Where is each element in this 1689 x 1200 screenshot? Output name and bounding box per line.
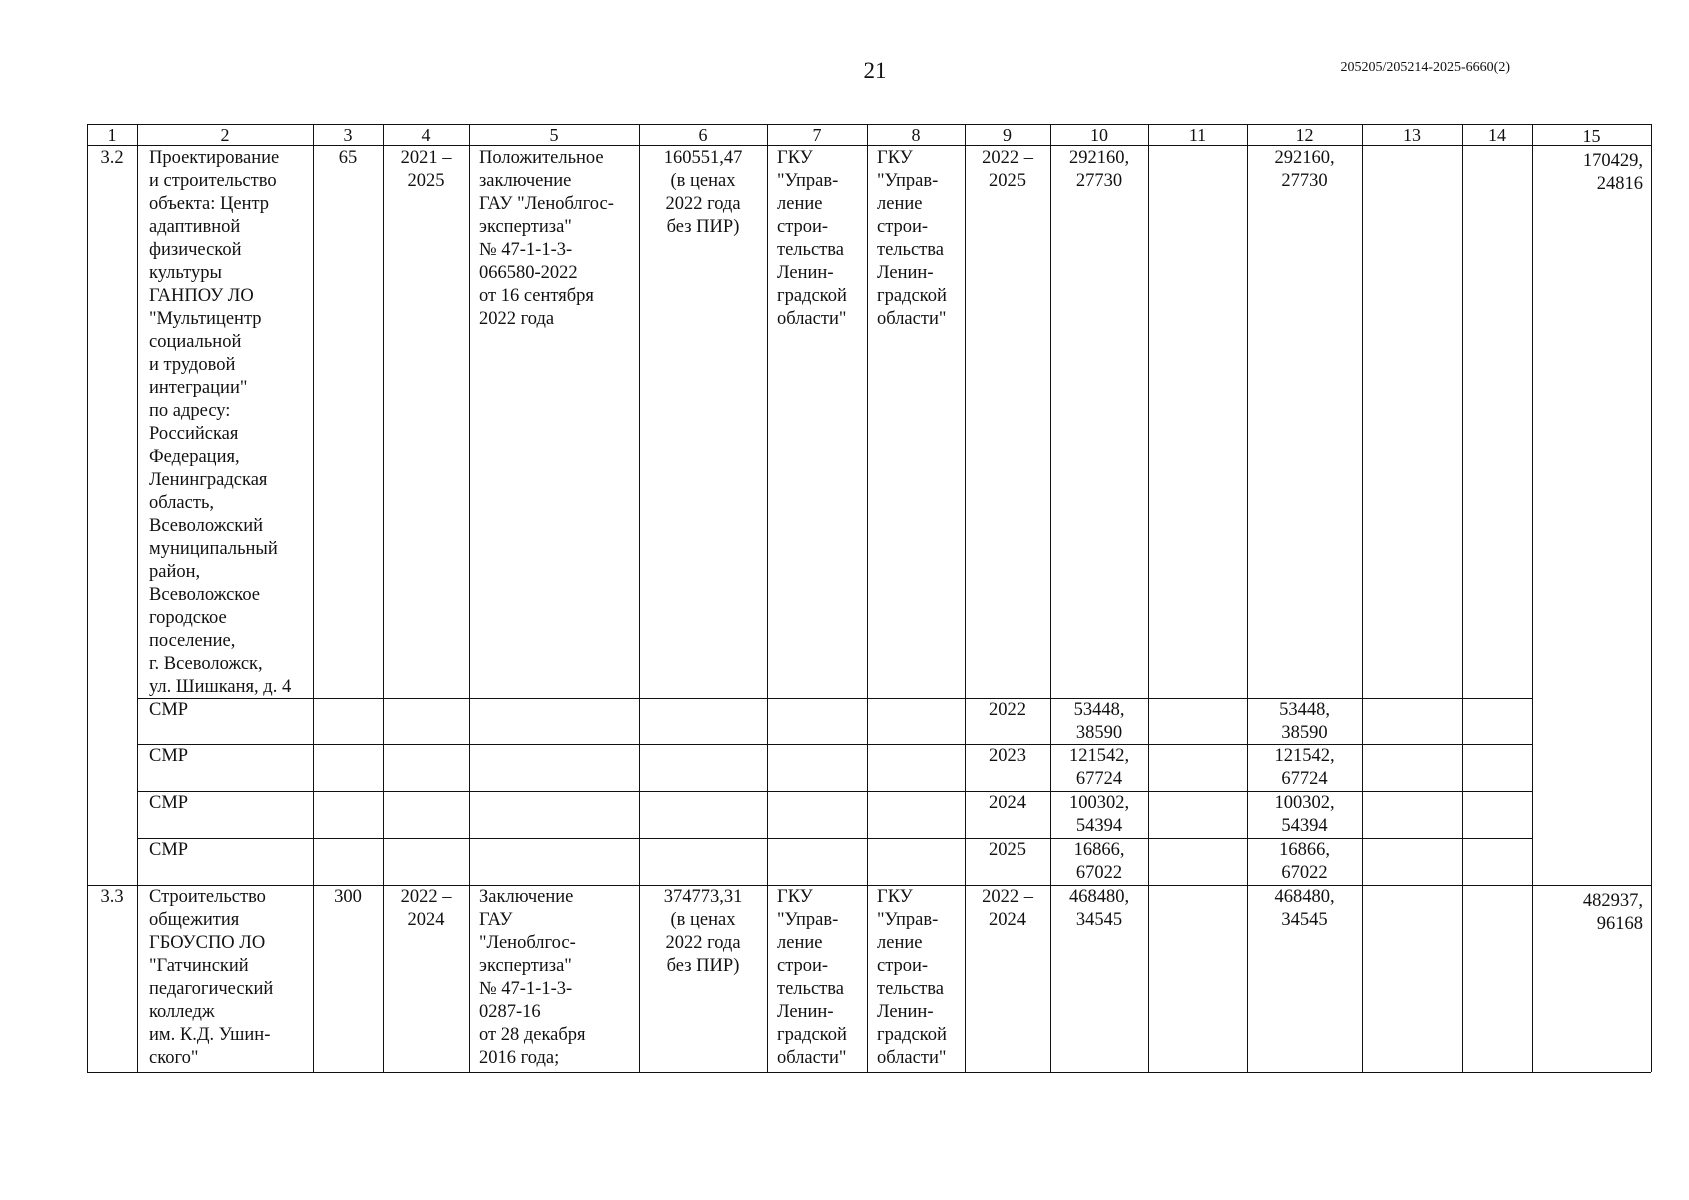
- column-header: 10: [1090, 125, 1108, 145]
- table-line: [313, 124, 314, 1072]
- capacity: 65: [338, 148, 358, 168]
- smr-label: СМР: [149, 840, 189, 860]
- smr-label: СМР: [149, 700, 189, 720]
- smr-regional: 100302, 54394: [1274, 793, 1335, 836]
- column-header: 12: [1295, 125, 1314, 145]
- smr-total: 100302, 54394: [1068, 793, 1130, 836]
- table-line: [469, 124, 470, 1072]
- expertise-conclusion: Положительное заключение ГАУ "Леноблгос- экспертиза" № 47-1-1-3- 066580-2022 от 16 сентября 2022 года: [479, 148, 614, 329]
- column-header: 13: [1403, 125, 1421, 145]
- smr-year: 2022: [989, 700, 1026, 720]
- row-number: 3.3: [100, 887, 124, 907]
- smr-total: 121542, 67724: [1068, 746, 1130, 789]
- row-number: 3.2: [100, 148, 124, 168]
- smr-total: 16866, 67022: [1073, 840, 1125, 883]
- financing-period: 2022 – 2024: [982, 887, 1033, 930]
- period: 2022 – 2024: [400, 887, 452, 930]
- object-name: Строительство общежития ГБОУСПО ЛО "Гатчинский педагогический колледж им. К.Д. Ушин- ского": [149, 887, 274, 1068]
- capacity: 300: [334, 887, 362, 907]
- table-line: [1362, 124, 1363, 1072]
- smr-year: 2025: [989, 840, 1026, 860]
- smr-year: 2023: [989, 746, 1026, 766]
- column-header: 3: [343, 125, 353, 145]
- developer: ГКУ "Управ- ление строи- тельства Ленин- градской области": [877, 887, 947, 1068]
- financing-period: 2022 – 2025: [982, 148, 1033, 191]
- smr-label: СМР: [149, 793, 189, 813]
- developer: ГКУ "Управ- ление строи- тельства Ленин- градской области": [877, 148, 947, 329]
- table-line: [767, 124, 768, 1072]
- column-header: 5: [549, 125, 559, 145]
- table-line: [87, 145, 1651, 146]
- table-line: [867, 124, 868, 1072]
- expertise-conclusion: Заключение ГАУ "Леноблгос- экспертиза" № 47-1-1-3- 0287-16 от 28 декабря 2016 года;: [479, 887, 586, 1068]
- object-name: Проектирование и строительство объекта: Центр адаптивной физической культуры ГАНПОУ ЛО "Мультицентр социальной и трудовой интеграции" по адресу: Российская Федерация, Ленинградская область, Всеволожский муниципальный район, Всеволожское городское поселение, г. Всеволожск, ул. Шишканя, д. 4: [149, 148, 292, 697]
- table-line: [87, 1072, 1651, 1073]
- customer: ГКУ "Управ- ление строи- тельства Ленин- градской области": [777, 148, 847, 329]
- table-line: [87, 124, 88, 1072]
- page-number: 21: [863, 58, 887, 83]
- remaining-cost: 170429, 24816: [1582, 151, 1643, 194]
- table-line: [1462, 124, 1463, 1072]
- column-header: 14: [1488, 125, 1506, 145]
- column-header: 2: [220, 125, 230, 145]
- table-line: [137, 124, 138, 1072]
- column-header: 15: [1582, 126, 1601, 146]
- total-amount: 292160, 27730: [1068, 148, 1130, 191]
- table-line: [1651, 124, 1652, 1072]
- regional-budget: 292160, 27730: [1274, 148, 1335, 191]
- column-header: 11: [1188, 125, 1207, 145]
- smr-year: 2024: [989, 793, 1026, 813]
- column-header: 9: [1003, 125, 1012, 145]
- table-line: [1148, 124, 1149, 1072]
- document-id: 205205/205214-2025-6660(2): [1340, 60, 1510, 75]
- remaining-cost: 482937, 96168: [1582, 891, 1643, 934]
- smr-regional: 53448, 38590: [1279, 700, 1330, 743]
- smr-total: 53448, 38590: [1073, 700, 1125, 743]
- customer: ГКУ "Управ- ление строи- тельства Ленин- градской области": [777, 887, 847, 1068]
- column-header: 4: [421, 125, 431, 145]
- smr-regional: 16866, 67022: [1279, 840, 1330, 883]
- smr-regional: 121542, 67724: [1274, 746, 1335, 789]
- period: 2021 – 2025: [400, 148, 452, 191]
- column-header: 8: [911, 125, 921, 145]
- regional-budget: 468480, 34545: [1274, 887, 1335, 930]
- column-header: 6: [698, 125, 708, 145]
- total-amount: 468480, 34545: [1068, 887, 1130, 930]
- column-header: 1: [107, 125, 117, 145]
- smr-label: СМР: [149, 746, 189, 766]
- estimated-cost: 160551,47 (в ценах 2022 года без ПИР): [663, 148, 743, 237]
- estimated-cost: 374773,31 (в ценах 2022 года без ПИР): [663, 887, 743, 976]
- column-header: 7: [812, 125, 822, 145]
